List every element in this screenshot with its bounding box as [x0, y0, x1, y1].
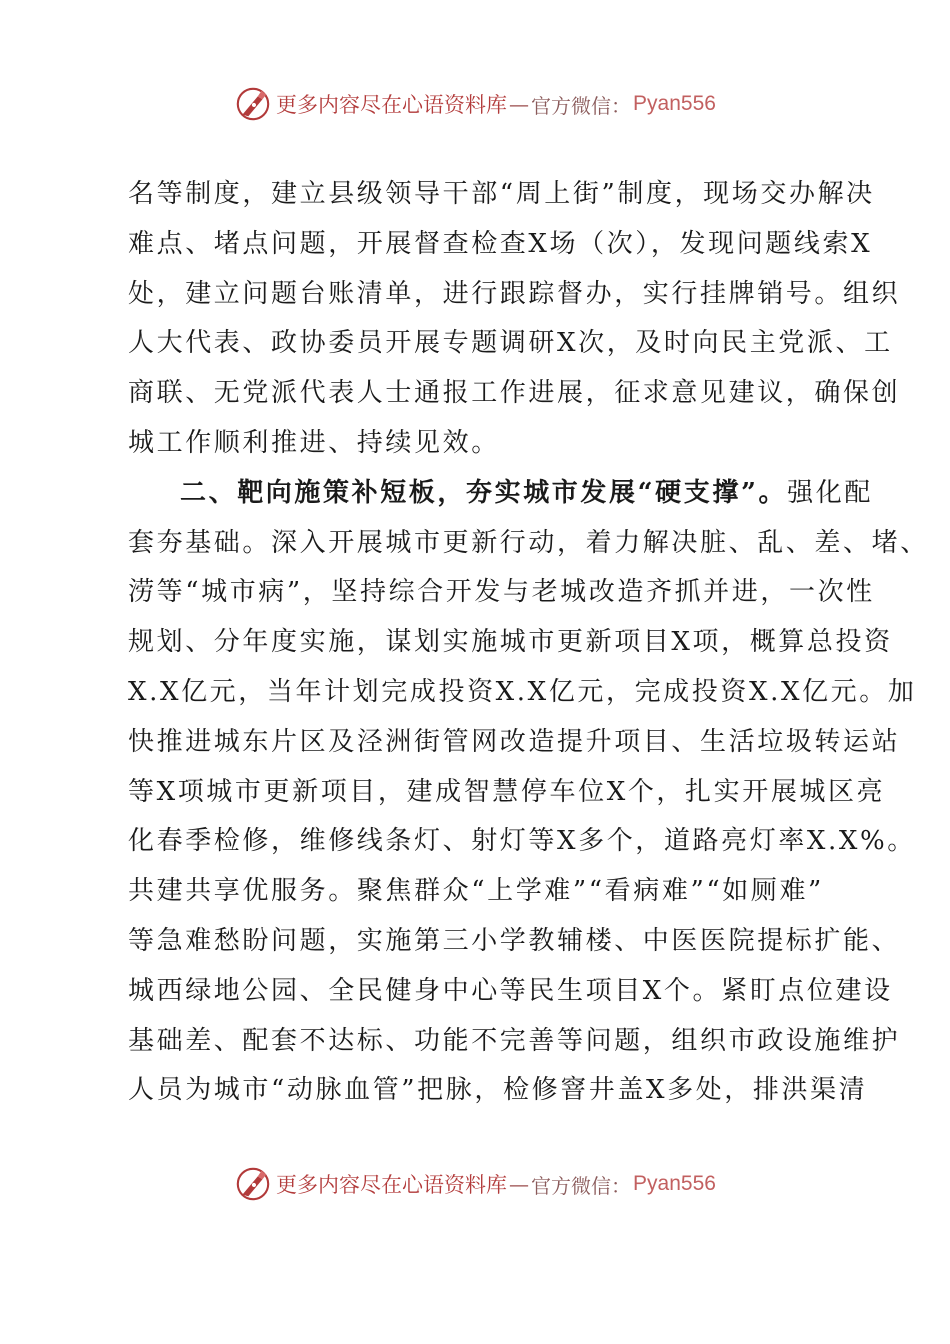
body-line: 商联、无党派代表人士通报工作进展，征求意见建议，确保创: [128, 378, 901, 409]
body-line: 难点、堵点问题，开展督查检查X场（次），发现问题线索X: [128, 228, 873, 259]
pen-nib-logo-icon: [234, 85, 272, 123]
banner-main-text: 更多内容尽在心语资料库: [276, 93, 508, 117]
banner-wechat-label: 官方微信：: [531, 93, 632, 118]
banner-separator: —: [509, 1172, 530, 1196]
pen-nib-logo-icon: [234, 1165, 272, 1203]
body-line: 人大代表、政协委员开展专题调研X次，及时向民主党派、工: [128, 328, 893, 359]
banner-main-text: 更多内容尽在心语资料库: [276, 1173, 508, 1197]
body-line: 名等制度，建立县级领导干部“周上街”制度，现场交办解决: [128, 179, 875, 209]
header-banner: [0, 82, 950, 126]
body-line: 共建共享优服务。聚焦群众“上学难”“看病难”“如厕难”: [128, 876, 824, 907]
body-line: 人员为城市“动脉血管”把脉，检修窨井盖X多处，排洪渠清: [128, 1075, 868, 1106]
body-line: 处，建立问题台账清单，进行跟踪督办，实行挂牌销号。组织: [128, 278, 901, 309]
body-line: 等X项城市更新项目，建成智慧停车位X个，扎实开展城区亮: [128, 776, 886, 807]
section-heading-continuation: 强化配: [787, 477, 873, 508]
body-line: X.X亿元，当年计划完成投资X.X亿元，完成投资X.X亿元。加: [128, 676, 917, 707]
body-line: 快推进城东片区及泾洲街管网改造提升项目、生活垃圾转运站: [128, 726, 901, 757]
body-line: 规划、分年度实施，谋划实施城市更新项目X项，概算总投资: [128, 627, 893, 658]
section-heading-line: [128, 469, 873, 519]
banner-wechat-id: Pyan556: [633, 1172, 716, 1195]
document-body: [128, 170, 929, 1116]
body-line: 基础差、配套不达标、功能不完善等问题，组织市政设施维护: [128, 1025, 901, 1056]
body-line: 城工作顺利推进、持续见效。: [128, 427, 500, 458]
body-line: 化春季检修，维修线条灯、射灯等X多个，道路亮灯率X.X%。: [128, 826, 916, 857]
banner-separator: —: [509, 92, 530, 116]
body-line: 涝等“城市病”，坚持综合开发与老城改造齐抓并进，一次性: [128, 577, 875, 608]
body-line: 等急难愁盼问题，实施第三小学教辅楼、中医医院提标扩能、: [128, 925, 901, 956]
body-line: 城西绿地公园、全民健身中心等民生项目X个。紧盯点位建设: [128, 975, 893, 1006]
banner-wechat-id: Pyan556: [633, 92, 716, 115]
banner-wechat-label: 官方微信：: [531, 1173, 632, 1198]
section-heading: 二、靶向施策补短板，夯实城市发展“硬支撑”。: [180, 477, 788, 508]
body-line: 套夯基础。深入开展城市更新行动，着力解决脏、乱、差、堵、: [128, 527, 929, 558]
footer-banner: [0, 1162, 950, 1206]
